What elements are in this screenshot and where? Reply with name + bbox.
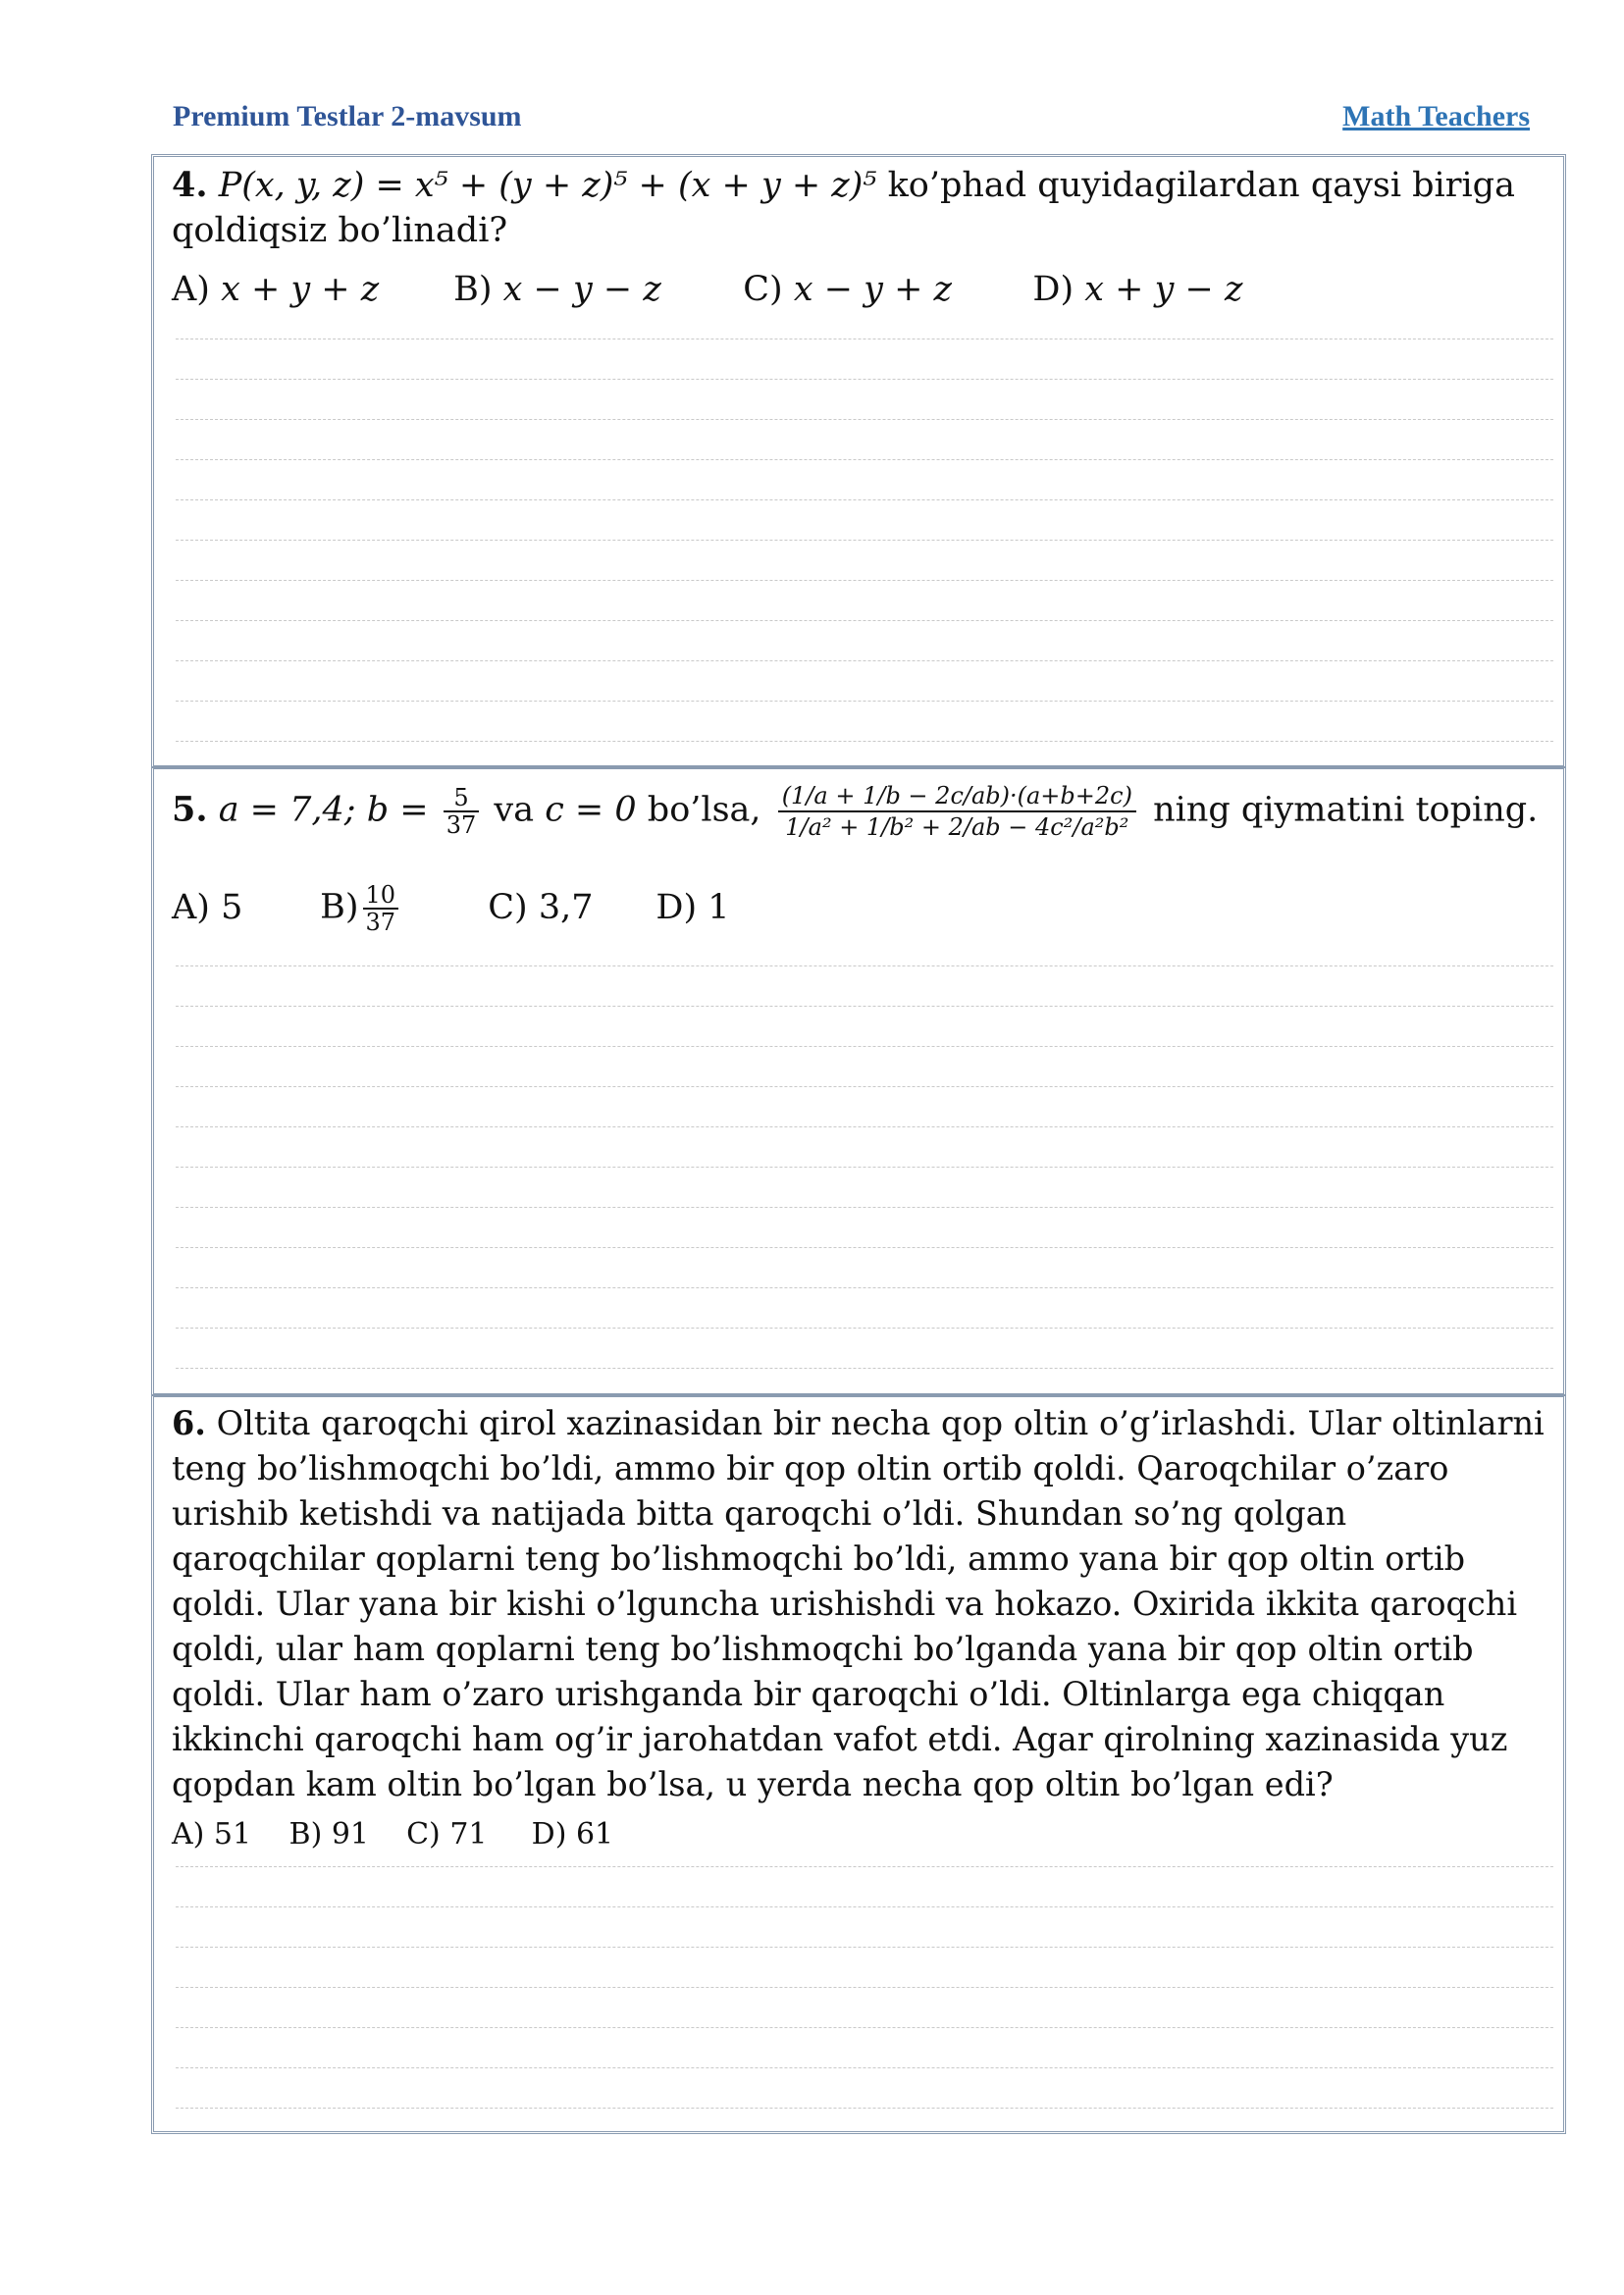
answer-line [176,1906,1553,1907]
question-6-text [172,1401,1545,1807]
answer-line [176,2027,1553,2028]
question-5-text [172,781,1545,842]
answer-line [176,741,1553,742]
b-fraction [444,785,480,838]
answer-line [176,1287,1553,1288]
option-c[interactable] [743,267,1022,312]
option-b-fraction [363,882,399,935]
question-6-prompt: Oltita qaroqchi qirol xazinasidan bir necha qop oltin o’g’irlashdi. Ular oltinlarni teng bo’lishmoqchi bo’ldi, ammo bir qop oltin ortib qoldi. Qaroqchilar o’zaro urishib ketishdi va natijada bitta qaroqchi o’ldi. Shundan so’ng qolgan qaroqchilar qoplarni teng bo’lishmoqchi bo’ldi, ammo yana bir qop oltin ortib qoldi. Ular yana bir kishi o’lguncha urishishdi va hokazo. Oxirida ikkita qaroqchi qoldi, ular ham qoplarni teng bo’lishmoqchi bo’lganda yana bir qop oltin ortib qoldi. Ular ham o’zaro urishganda bir qaroqchi o’ldi. Oltinlarga ega chiqqan ikkinchi qaroqchi ham og’ir jarohatdan vafot etdi. Agar qirolning xazinasida yuz qopdan kam oltin bo’lgan bo’lsa, u yerda necha qop oltin bo’lgan edi? [172,1404,1545,1803]
option-value: x + y − z [1084,270,1243,309]
question-4-options [172,267,1545,312]
answer-line [176,620,1553,621]
main-expression-fraction [778,781,1136,842]
question-5-options [172,882,1545,935]
question-5-prompt: ning qiymatini toping. [1153,790,1539,830]
question-5-box [151,766,1566,1396]
option-c[interactable] [406,1815,522,1854]
answer-line [176,419,1553,420]
option-letter: B) [288,1817,323,1852]
expression-numerator: (1/a + 1/b − 2c/ab)·(a+b+2c) [778,781,1136,812]
answer-line [176,1046,1553,1047]
answer-line [176,1866,1553,1867]
option-letter: A) [172,270,210,309]
question-6-options [172,1815,1545,1854]
header-brand-link[interactable]: Math Teachers [1342,100,1530,132]
option-value: x + y + z [221,270,380,309]
question-4-prompt: ko’phad quyidagilardan qaysi biriga qoldiqsiz bo’linadi? [172,166,1515,250]
answer-line [176,1086,1553,1087]
answer-line [176,379,1553,380]
option-value: 71 [449,1817,488,1852]
option-d[interactable] [532,1815,614,1854]
answer-line [176,2108,1553,2109]
answer-line [176,540,1553,541]
fraction-numerator: 5 [444,785,480,812]
option-value: 5 [221,887,243,927]
answer-line [176,1328,1553,1329]
option-letter: B) [453,270,493,309]
answer-line [176,1207,1553,1208]
va-word: va [494,790,535,830]
answer-line [176,459,1553,460]
option-d[interactable] [1032,267,1242,312]
option-b[interactable] [453,267,732,312]
polynomial-expression: P(x, y, z) = x⁵ + (y + z)⁵ + (x + y + z)⁵ [218,166,877,205]
answer-line [176,1126,1553,1127]
answer-line [176,580,1553,581]
c-value: c = 0 [545,790,637,830]
option-value: 3,7 [538,887,594,927]
question-number: 6. [172,1404,206,1442]
option-letter: B) [320,887,359,927]
answer-line [176,1947,1553,1948]
fraction-numerator: 10 [363,882,399,910]
option-a[interactable] [172,885,309,930]
option-letter: C) [406,1817,441,1852]
fraction-denominator: 37 [445,811,477,839]
option-d[interactable] [655,885,729,930]
option-b[interactable] [289,1815,397,1854]
option-a[interactable] [172,1815,280,1854]
header-title: Premium Testlar 2-mavsum [173,100,522,132]
option-letter: D) [1032,270,1074,309]
answer-line [176,660,1553,661]
option-letter: A) [172,1817,205,1852]
answer-line [176,2067,1553,2068]
a-value: a = 7,4; [218,790,356,830]
option-value: x − y − z [502,270,661,309]
answer-line [176,1167,1553,1168]
answer-line [176,1987,1553,1988]
option-letter: D) [655,887,698,927]
question-6-box [151,1394,1566,2134]
question-4-text [172,163,1545,253]
option-c[interactable] [488,885,645,930]
option-value: 51 [213,1817,252,1852]
answer-line [176,965,1553,966]
expression-denominator: 1/a² + 1/b² + 2/ab − 4c²/a²b² [785,813,1129,841]
option-value: 91 [331,1817,370,1852]
option-letter: D) [531,1817,567,1852]
option-a[interactable] [172,267,443,312]
option-value: x − y + z [793,270,952,309]
question-number: 4. [172,165,208,205]
option-letter: C) [488,887,528,927]
answer-line [176,701,1553,702]
question-4-box [151,154,1566,768]
answer-line [176,1368,1553,1369]
bolsa-word: bo’lsa, [647,790,761,830]
answer-line [176,499,1553,500]
answer-line [176,1006,1553,1007]
answer-line [176,1247,1553,1248]
b-label: b = [366,790,429,830]
option-letter: A) [172,887,210,927]
option-letter: C) [743,270,783,309]
question-number: 5. [172,789,208,830]
option-value: 61 [575,1817,614,1852]
option-value: 1 [707,887,730,927]
fraction-denominator: 37 [365,909,396,936]
option-b[interactable] [320,882,477,935]
